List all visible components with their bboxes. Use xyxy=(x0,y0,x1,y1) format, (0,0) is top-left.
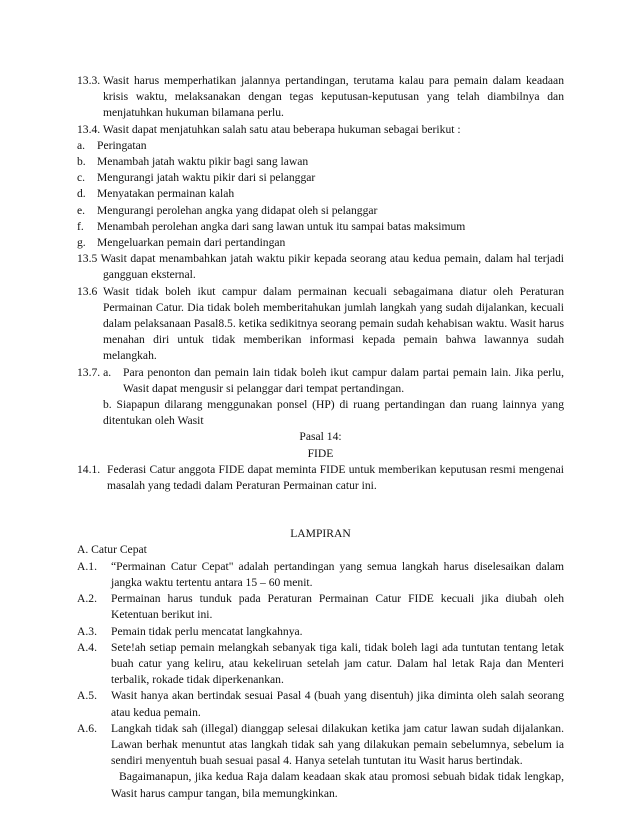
appendix-item xyxy=(77,591,564,623)
list-item xyxy=(77,203,564,219)
list-text: Mengurangi jatah waktu pikir dari si pelanggar xyxy=(97,171,316,185)
appendix-text: Permainan harus tunduk pada Peraturan Permainan Catur FIDE kecuali jika diubah oleh Ketentuan berikut ini. xyxy=(111,592,564,622)
article-13-3 xyxy=(77,73,564,122)
appendix-item xyxy=(77,640,564,689)
pasal-14-subheading: FIDE xyxy=(307,446,334,460)
pasal-14-heading: Pasal 14: xyxy=(299,430,342,444)
appendix-item xyxy=(77,624,564,640)
document-page xyxy=(77,73,564,802)
list-item xyxy=(77,154,564,170)
article-13-6 xyxy=(77,284,564,365)
list-letter: d. xyxy=(77,187,86,201)
article-text: Federasi Catur anggota FIDE dapat meminta FIDE untuk memberikan keputusan resmi mengenai masalah yang tedadi dalam Peraturan Permainan catur ini. xyxy=(107,462,564,493)
list-text: Peringatan xyxy=(97,138,147,152)
list-item xyxy=(77,219,564,235)
list-letter: b. xyxy=(77,155,86,169)
list-text: Menambah jatah waktu pikir bagi sang lawan xyxy=(97,155,309,169)
list-item xyxy=(77,138,564,154)
article-text-a: Para penonton dan pemain lain tidak boleh ikut campur dalam partai pemain lain. Jika perlu, Wasit dapat mengusir si pelanggar dari tempat pertandingan. xyxy=(123,365,564,395)
article-text: Wasit harus memperhatikan jalannya pertandingan, terutama kalau para pemain dalam keadaan krisis waktu, melaksanakan dengan tegas keputusan-keputusan yang telah diambilnya dan menjatuhkan hukuman bilamana perlu. xyxy=(103,74,564,120)
list-text: Mengeluarkan pemain dari pertandingan xyxy=(97,236,286,250)
appendix-number: A.3. xyxy=(77,624,97,638)
article-13-7 xyxy=(77,365,564,430)
article-13-5: 13.5 Wasit dapat menambahkan jatah waktu pikir kepada seorang atau kedua pemain, dalam hal terjadi gangguan eksternal. xyxy=(77,252,564,282)
section-title: A. Catur Cepat xyxy=(77,543,147,557)
article-number: 14.1. xyxy=(77,462,101,476)
appendix-number: A.4. xyxy=(77,640,97,654)
appendix-number: A.5. xyxy=(77,689,97,703)
article-text: Wasit tidak boleh ikut campur dalam permainan kecuali sebagaimana diatur oleh Peraturan Permainan Catur. Dia tidak boleh memberitahukan jumlah langkah yang sudah dijalankan, kecuali dalam pelaksanaan Pasal8.5. ketika sedikitnya seorang pemain sudah kehabisan waktu. Wasit harus menahan diri untuk tidak memberikan informasi kepada pemain bahwa lawannya sudah melangkah. xyxy=(103,284,564,363)
appendix-text: “Permainan Catur Cepat" adalah pertandingan yang semua langkah harus diselesaikan dalam jangka waktu tertentu antara 15 – 60 menit. xyxy=(111,559,564,589)
list-item xyxy=(77,186,564,202)
list-item xyxy=(77,235,564,251)
appendix-text: Langkah tidak sah (illegal) dianggap selesai dilakukan ketika jam catur lawan sudah dijalankan. Lawan berhak menuntut atas langkah tidak sah yang dilakukan pemain sebelumnya, sebelum ia sendiri menyentuh buah sesuai pasal 4. Hanya setelah tuntutan itu Wasit harus bertindak. xyxy=(111,721,564,768)
list-letter: e. xyxy=(77,203,86,217)
article-number: 13.3. xyxy=(77,74,101,87)
article-14-1 xyxy=(77,462,564,494)
list-item xyxy=(77,170,564,186)
appendix-text: Sete!ah setiap pemain melangkah sebanyak tiga kali, tidak boleh lagi ada tuntutan tentang letak buah catur yang keliru, atau kekeliruan setelah jam catur. Dalam hal letak Raja dan Menteri terbalik, rokade tidak diperkenankan. xyxy=(111,640,564,687)
list-letter: a. xyxy=(77,138,86,152)
appendix-number: A.1. xyxy=(77,559,97,573)
appendix-number: A.6. xyxy=(77,721,97,735)
article-text-b: b. Siapapun dilarang menggunakan ponsel (HP) di ruang pertandingan dan ruang lainnya yang ditentukan oleh Wasit xyxy=(103,398,564,428)
appendix-number: A.2. xyxy=(77,592,97,606)
list-letter: f. xyxy=(77,219,84,233)
lampiran-heading: LAMPIRAN xyxy=(290,527,351,541)
closing-paragraph: Bagaimanapun, jika kedua Raja dalam keadaan skak atau promosi sebuah bidak tidak lengkap, Wasit harus campur tangan, bila memungkinkan. xyxy=(111,770,564,800)
list-text: Menyatakan permainan kalah xyxy=(97,187,235,201)
appendix-item xyxy=(77,688,564,720)
list-letter: c. xyxy=(77,171,86,185)
article-number: 13.6 xyxy=(77,284,98,298)
appendix-item xyxy=(77,559,564,591)
penalty-list xyxy=(77,138,564,251)
article-number: 13.7. a. xyxy=(77,365,112,379)
appendix-list xyxy=(77,559,564,770)
appendix-item xyxy=(77,721,564,770)
appendix-text: Wasit hanya akan bertindak sesuai Pasal 4 (buah yang disentuh) jika diminta oleh salah seorang atau kedua pemain. xyxy=(111,689,564,719)
list-text: Mengurangi perolehan angka yang didapat oleh si pelanggar xyxy=(97,203,378,217)
list-letter: g. xyxy=(77,236,86,250)
appendix-text: Pemain tidak perlu mencatat langkahnya. xyxy=(111,624,303,638)
article-13-4: 13.4. Wasit dapat menjatuhkan salah satu atau beberapa hukuman sebagai berikut : xyxy=(77,122,461,136)
list-text: Menambah perolehan angka dari sang lawan untuk itu sampai batas maksimum xyxy=(97,219,466,233)
